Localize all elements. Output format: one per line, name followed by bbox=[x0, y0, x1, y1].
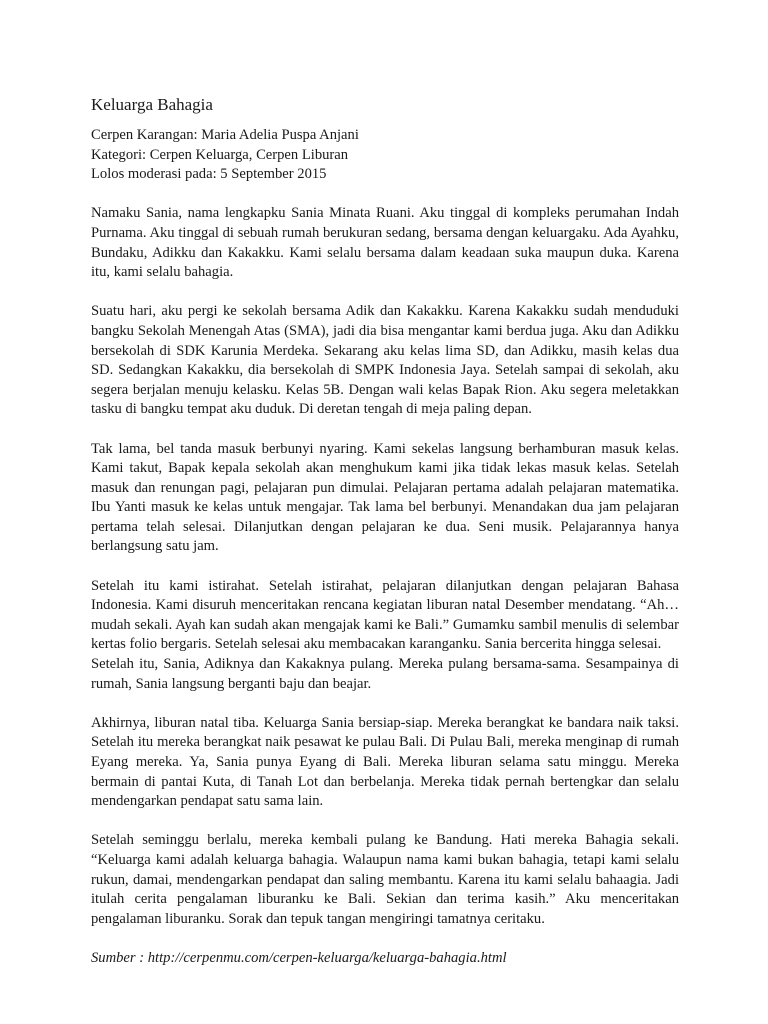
document-title: Keluarga Bahagia bbox=[91, 95, 213, 114]
paragraph-2: Suatu hari, aku pergi ke sekolah bersama Adik dan Kakakku. Karena Kakakku sudah menduduki bangku Sekolah Menengah Atas (SMA), jadi dia bisa mengantar kami berdua juga. Aku dan Adikku bersekolah di SDK Karunia Merdeka. Sekarang aku kelas lima SD, dan Adikku, masih kelas dua SD. Sedangkan Kakakku, dia bersekolah di SMPK Indonesia Jaya. Setelah sampai di sekolah, aku segera berjalan menuju kelasku. Kelas 5B. Dengan wali kelas Bapak Rion. Aku segera meletakkan tasku di bangku tempat aku duduk. Di deretan tengah di meja paling depan. bbox=[91, 303, 679, 418]
paragraph-5: Setelah itu, Sania, Adiknya dan Kakaknya pulang. Mereka pulang bersama-sama. Sesampainya di rumah, Sania langsung berganti baju dan beajar. bbox=[91, 656, 679, 692]
paragraph-6: Akhirnya, liburan natal tiba. Keluarga Sania bersiap-siap. Mereka berangkat ke bandara naik taksi. Setelah itu mereka berangkat naik pesawat ke pulau Bali. Di Pulau Bali, mereka menginap di rumah Eyang mereka. Ya, Sania punya Eyang di Bali. Mereka liburan selama satu minggu. Mereka bermain di pantai Kuta, di Tanah Lot dan berbelanja. Mereka tidak pernah bertengkar dan selalu mendengarkan pendapat satu sama lain. bbox=[91, 714, 679, 810]
category-line: Kategori: Cerpen Keluarga, Cerpen Liburan bbox=[91, 146, 349, 163]
author-line: Cerpen Karangan: Maria Adelia Puspa Anjani bbox=[91, 127, 359, 143]
paragraph-1: Namaku Sania, nama lengkapku Sania Minata Ruani. Aku tinggal di kompleks perumahan Indah Purnama. Aku tinggal di sebuah rumah berukuran sedang, bersama dengan keluargaku. Ada Ayahku, Bundaku, Adikku dan Kakakku. Kami selalu bersama dalam keadaan suka maupun duka. Karena itu, kami selalu bahagia. bbox=[91, 205, 679, 281]
document-page bbox=[91, 94, 679, 969]
moderation-date-line: Lolos moderasi pada: 5 September 2015 bbox=[91, 166, 327, 183]
paragraph-4: Setelah itu kami istirahat. Setelah istirahat, pelajaran dilanjutkan dengan pelajaran Bahasa Indonesia. Kami disuruh menceritakan rencana kegiatan liburan natal Desember mendatang. “Ah… mudah sekali. Ayah kan sudah akan mengajak kami ke Bali.” Gumamku sambil menulis di selembar kertas folio bergaris. Setelah selesai aku membacakan karanganku. Sania bercerita hingga selesai. bbox=[91, 577, 679, 653]
paragraph-3: Tak lama, bel tanda masuk berbunyi nyaring. Kami sekelas langsung berhamburan masuk kelas. Kami takut, Bapak kepala sekolah akan menghukum kami jika tidak lekas masuk kelas. Setelah masuk dan renungan pagi, pelajaran pun dimulai. Pelajaran pertama adalah pelajaran matematika. Ibu Yanti masuk ke kelas untuk mengajar. Tak lama bel berbunyi. Menandakan dua jam pelajaran pertama telah selesai. Dilanjutkan dengan pelajaran ke dua. Seni musik. Pelajarannya hanya berlangsung satu jam. bbox=[91, 440, 679, 555]
document-meta bbox=[91, 126, 679, 185]
paragraph-7: Setelah seminggu berlalu, mereka kembali pulang ke Bandung. Hati mereka Bahagia sekali. “Keluarga kami adalah keluarga bahagia. Walaupun nama kami bukan bahagia, tetapi kami selalu rukun, damai, mendengarkan pendapat dan saling membantu. Karena itu kami selalu bahaagia. Jadi itulah cerita pengalaman liburanku ke Bali. Sekian dan terima kasih.” Aku menceritakan pengalaman liburanku. Sorak dan tepuk tangan mengiringi tamatnya ceritaku. bbox=[91, 832, 679, 927]
source-link: Sumber : http://cerpenmu.com/cerpen-keluarga/keluarga-bahagia.html bbox=[91, 949, 507, 966]
